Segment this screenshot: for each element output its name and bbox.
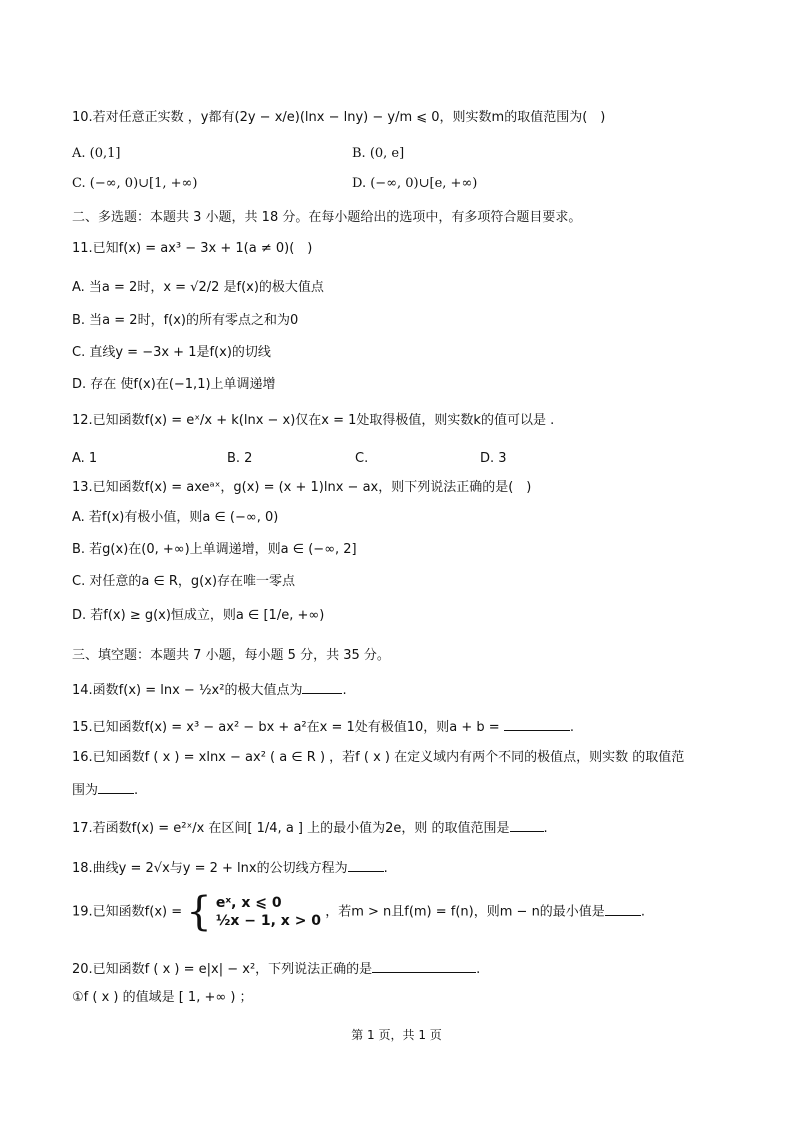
- q17-text: 17.若函数f(x) = e²ˣ/x 在区间[ 1/4, a ] 上的最小值为2e，则 的取值范围是: [72, 821, 510, 836]
- q13-option-c: C. 对任意的a ∈ R，g(x)存在唯一零点: [72, 574, 296, 589]
- q19-case-1: eˣ, x ⩽ 0: [215, 895, 282, 911]
- question-16-line-1: 16.已知函数f ( x ) = xlnx − ax² ( a ∈ R ) ，若f ( x ) 在定义域内有两个不同的极值点，则实数 的取值范: [72, 750, 685, 765]
- q13-option-b: B. 若g(x)在(0, +∞)上单调递增，则a ∈ (−∞, 2]: [72, 542, 357, 557]
- q18-text: 18.曲线y = 2√x与y = 2 + lnx的公切线方程为: [72, 861, 348, 876]
- section-3-heading: 三、填空题：本题共 7 小题，每小题 5 分，共 35 分。: [72, 648, 390, 663]
- q11-option-c: C. 直线y = −3x + 1是f(x)的切线: [72, 345, 271, 360]
- question-16-line-2: 围为 .: [72, 779, 138, 801]
- q15-text: 15.已知函数f(x) = x³ − ax² − bx + a²在x = 1处有极值10，则a + b =: [72, 720, 500, 735]
- q12-option-b: B. 2: [227, 451, 253, 466]
- q12-option-a: A. 1: [72, 451, 98, 466]
- q13-option-a: A. 若f(x)有极小值，则a ∈ (−∞, 0): [72, 510, 279, 525]
- page-footer: 第 1 页，共 1 页: [351, 1028, 442, 1042]
- q19-answer-blank: [605, 901, 641, 916]
- q10-option-c: C. (−∞, 0)∪[1, +∞): [72, 176, 198, 191]
- question-17: 17.若函数f(x) = e²ˣ/x 在区间[ 1/4, a ] 上的最小值为2e，则 的取值范围是 .: [72, 817, 548, 839]
- q19-suffix: ，若m > n且f(m) = f(n)，则m − n的最小值是: [325, 904, 605, 920]
- q20-statement-1: ①f ( x ) 的值域是 [ 1, +∞ ) ；: [72, 990, 253, 1005]
- q19-case-2: ½x − 1, x > 0: [215, 913, 322, 929]
- question-11-stem: 11.已知f(x) = ax³ − 3x + 1(a ≠ 0)( ): [72, 241, 313, 256]
- q16-text-end: 围为: [72, 783, 99, 798]
- q10-option-b: B. (0, e]: [352, 146, 405, 161]
- q19-piecewise: [216, 894, 321, 930]
- q19-brace: {: [186, 889, 212, 935]
- question-18: 18.曲线y = 2√x与y = 2 + lnx的公切线方程为 .: [72, 857, 388, 879]
- q11-option-d: D. 存在 使f(x)在(−1,1)上单调递增: [72, 377, 276, 392]
- question-20: 20.已知函数f ( x ) = e|x| − x²，下列说法正确的是 .: [72, 958, 480, 980]
- question-19: 19.已知函数f(x) = { eˣ, x ⩽ 0 ½x − 1, x > 0 ，若m > n且f(m) = f(n)，则m − n的最小值是 .: [72, 889, 645, 935]
- q12-option-c: C.: [355, 451, 369, 466]
- q17-answer-blank: [510, 817, 544, 832]
- q18-answer-blank: [348, 857, 384, 872]
- q12-option-d: D. 3: [480, 451, 507, 466]
- section-2-heading: 二、多选题：本题共 3 小题，共 18 分。在每小题给出的选项中，有多项符合题目要求。: [72, 210, 582, 225]
- q13-option-d: D. 若f(x) ≥ g(x)恒成立，则a ∈ [1/e, +∞): [72, 608, 325, 623]
- q10-option-a: A. (0,1]: [72, 146, 121, 161]
- q11-option-a: A. 当a = 2时，x = √2/2 是f(x)的极大值点: [72, 280, 324, 295]
- q14-answer-blank: [302, 679, 342, 694]
- q19-prefix: 19.已知函数f(x) =: [72, 904, 183, 920]
- q15-answer-blank: [504, 716, 570, 731]
- question-13-stem: 13.已知函数f(x) = axeᵃˣ，g(x) = (x + 1)lnx − ax，则下列说法正确的是( ): [72, 480, 532, 495]
- q11-option-b: B. 当a = 2时，f(x)的所有零点之和为0: [72, 313, 299, 328]
- q20-text: 20.已知函数f ( x ) = e|x| − x²，下列说法正确的是: [72, 962, 373, 977]
- q16-answer-blank: [98, 779, 134, 794]
- question-14: 14.函数f(x) = lnx − ½x²的极大值点为 .: [72, 679, 347, 701]
- q14-text: 14.函数f(x) = lnx − ½x²的极大值点为: [72, 683, 303, 698]
- question-12-stem: 12.已知函数f(x) = eˣ/x + k(lnx − x)仅在x = 1处取得极值，则实数k的值可以是 .: [72, 413, 555, 428]
- question-10-stem: 10.若对任意正实数 ，y都有(2y − x/e)(lnx − lny) − y/m ⩽ 0，则实数m的取值范围为( ): [72, 110, 606, 125]
- q10-option-d: D. (−∞, 0)∪[e, +∞): [352, 176, 478, 191]
- question-15: 15.已知函数f(x) = x³ − ax² − bx + a²在x = 1处有极值10，则a + b = .: [72, 716, 574, 738]
- q20-answer-blank: [372, 958, 476, 973]
